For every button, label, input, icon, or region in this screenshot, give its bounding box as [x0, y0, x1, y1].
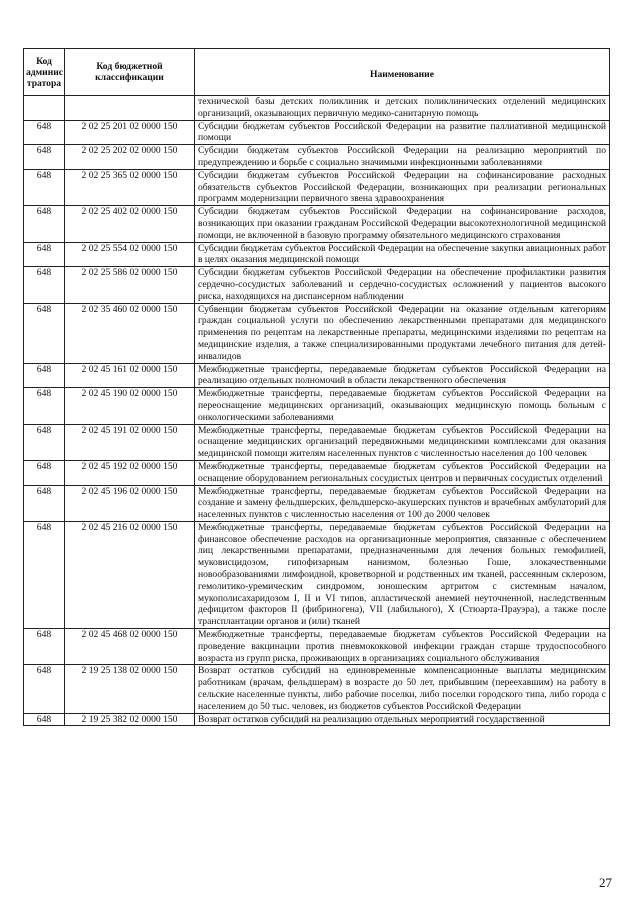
admin-code-cell: 648: [24, 713, 65, 726]
header-admin-code: Код админис тратора: [24, 49, 65, 96]
budget-code-cell: 2 19 25 138 02 0000 150: [65, 665, 195, 713]
admin-code-cell: 648: [24, 242, 65, 267]
admin-code-cell: 648: [24, 303, 65, 363]
budget-code-cell: 2 02 25 201 02 0000 150: [65, 120, 195, 145]
page-number: 27: [599, 875, 612, 890]
name-cell: технической базы детских поликлиник и детских поликлинических отделений медицинских организаций, оказывающих первичную медико-санитарную помощь: [195, 96, 610, 121]
table-row: [24, 424, 610, 460]
table-row: [24, 169, 610, 205]
admin-code-cell: 648: [24, 120, 65, 145]
table-row: [24, 388, 610, 424]
admin-code-cell: 648: [24, 206, 65, 242]
name-cell: Субсидии бюджетам субъектов Российской Федерации на обеспечение профилактики развития сердечно-сосудистых заболеваний и сердечно-сосудистых осложнений у пациентов высокого риска, находящихся на диспансерном наблюдении: [195, 267, 610, 303]
name-cell: Возврат остатков субсидий на реализацию отдельных мероприятий государственной: [195, 713, 610, 726]
admin-code-cell: 648: [24, 145, 65, 170]
name-cell: Субсидии бюджетам субъектов Российской Федерации на реализацию мероприятий по предупреждению и борьбе с социально значимыми инфекционными заболеваниями: [195, 145, 610, 170]
name-cell: Межбюджетные трансферты, передаваемые бюджетам субъектов Российской Федерации на оснащение медицинских организаций передвижными медицинскими комплексами для оказания медицинской помощи жителям населенных пунктов с численностью населения до 100 человек: [195, 424, 610, 460]
table-row: [24, 363, 610, 388]
admin-code-cell: [24, 96, 65, 121]
budget-code-cell: 2 02 45 196 02 0000 150: [65, 485, 195, 521]
admin-code-cell: 648: [24, 267, 65, 303]
name-cell: Субсидии бюджетам субъектов Российской Федерации на развитие паллиативной медицинской помощи: [195, 120, 610, 145]
name-cell: Субвенции бюджетам субъектов Российской Федерации на оказание отдельным категориям граждан социальной услуги по обеспечению лекарственными препаратами для медицинского применения по рецептам на лекарственные препараты, медицинскими изделиями по рецептам на медицинские изделия, а также специализированными продуктами лечебного питания для детей-инвалидов: [195, 303, 610, 363]
table-row: [24, 206, 610, 242]
admin-code-cell: 648: [24, 665, 65, 713]
budget-code-cell: 2 02 45 161 02 0000 150: [65, 363, 195, 388]
table-header-row: [24, 49, 610, 96]
table-row: [24, 485, 610, 521]
table-row: [24, 303, 610, 363]
table-row: [24, 521, 610, 628]
header-name: Наименование: [195, 49, 610, 96]
table-row: [24, 242, 610, 267]
budget-code-cell: 2 02 45 190 02 0000 150: [65, 388, 195, 424]
table-row: [24, 629, 610, 665]
admin-code-cell: 648: [24, 521, 65, 628]
admin-code-cell: 648: [24, 424, 65, 460]
name-cell: Межбюджетные трансферты, передаваемые бюджетам субъектов Российской Федерации на финансовое обеспечение расходов на организационные мероприятия, связанные с обеспечением лиц лекарственными препаратами, предназначенными для лечения больных гемофилией, муковисцидозом, гипофизарным нанизмом, болезнью Гоше, злокачественными новообразованиями лимфоидной, кроветворной и родственных им тканей, рассеянным склерозом, гемолитико-уремическим синдромом, юношеским артритом с системным началом, мукополисахаридозом I, II и VI типов, апластической анемией неуточненной, наследственным дефицитом факторов II (фибриногена), VII (лабильного), X (Стюарта-Прауэра), а также после трансплантации органов и (или) тканей: [195, 521, 610, 628]
budget-code-cell: 2 02 45 191 02 0000 150: [65, 424, 195, 460]
name-cell: Межбюджетные трансферты, передаваемые бюджетам субъектов Российской Федерации на реализацию отдельных полномочий в области лекарственного обеспечения: [195, 363, 610, 388]
table-row: [24, 96, 610, 121]
admin-code-cell: 648: [24, 363, 65, 388]
budget-code-cell: 2 02 35 460 02 0000 150: [65, 303, 195, 363]
table-row: [24, 713, 610, 726]
name-cell: Межбюджетные трансферты, передаваемые бюджетам субъектов Российской Федерации на оснащение оборудованием региональных сосудистых центров и первичных сосудистых отделений: [195, 460, 610, 485]
budget-code-cell: 2 02 45 216 02 0000 150: [65, 521, 195, 628]
budget-code-cell: 2 19 25 382 02 0000 150: [65, 713, 195, 726]
name-cell: Возврат остатков субсидий на единовременные компенсационные выплаты медицинским работникам (врачам, фельдшерам) в возрасте до 50 лет, прибывшим (переехавшим) на работу в сельские населенные пункты, либо рабочие поселки, либо поселки городского типа, либо города с населением до 50 тыс. человек, из бюджетов субъектов Российской Федерации: [195, 665, 610, 713]
budget-code-cell: 2 02 45 192 02 0000 150: [65, 460, 195, 485]
budget-code-cell: 2 02 25 365 02 0000 150: [65, 169, 195, 205]
table-row: [24, 145, 610, 170]
table-row: [24, 120, 610, 145]
header-budget-code: Код бюджетной классификации: [65, 49, 195, 96]
name-cell: Межбюджетные трансферты, передаваемые бюджетам субъектов Российской Федерации на проведение вакцинации против пневмококковой инфекции граждан старше трудоспособного возраста из групп риска, проживающих в организациях социального обслуживания: [195, 629, 610, 665]
budget-code-cell: 2 02 25 202 02 0000 150: [65, 145, 195, 170]
budget-classification-table: [23, 48, 610, 726]
name-cell: Межбюджетные трансферты, передаваемые бюджетам субъектов Российской Федерации на переоснащение медицинских организаций, оказывающих медицинскую помощь больным с онкологическими заболеваниями: [195, 388, 610, 424]
budget-code-cell: 2 02 25 554 02 0000 150: [65, 242, 195, 267]
table-row: [24, 665, 610, 713]
admin-code-cell: 648: [24, 388, 65, 424]
table-row: [24, 460, 610, 485]
table-row: [24, 267, 610, 303]
admin-code-cell: 648: [24, 485, 65, 521]
admin-code-cell: 648: [24, 460, 65, 485]
admin-code-cell: 648: [24, 169, 65, 205]
budget-code-cell: 2 02 25 586 02 0000 150: [65, 267, 195, 303]
name-cell: Субсидии бюджетам субъектов Российской Федерации на софинансирование расходных обязательств субъектов Российской Федерации, возникающих при реализации региональных программ модернизации первичного звена здравоохранения: [195, 169, 610, 205]
budget-code-cell: 2 02 45 468 02 0000 150: [65, 629, 195, 665]
table-body: [24, 96, 610, 726]
admin-code-cell: 648: [24, 629, 65, 665]
budget-code-cell: 2 02 25 402 02 0000 150: [65, 206, 195, 242]
budget-code-cell: [65, 96, 195, 121]
name-cell: Межбюджетные трансферты, передаваемые бюджетам субъектов Российской Федерации на создание и замену фельдшерских, фельдшерско-акушерских пунктов и врачебных амбулаторий для населенных пунктов с численностью населения от 100 до 2000 человек: [195, 485, 610, 521]
name-cell: Субсидии бюджетам субъектов Российской Федерации на софинансирование расходов, возникающих при оказании гражданам Российской Федерации высокотехнологичной медицинской помощи, не включенной в базовую программу обязательного медицинского страхования: [195, 206, 610, 242]
name-cell: Субсидии бюджетам субъектов Российской Федерации на обеспечение закупки авиационных работ в целях оказания медицинской помощи: [195, 242, 610, 267]
